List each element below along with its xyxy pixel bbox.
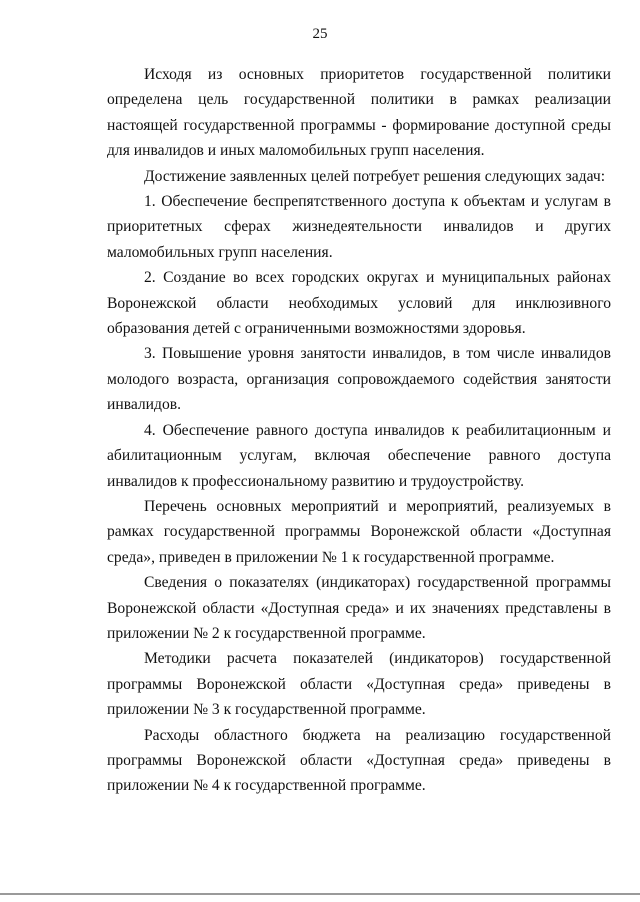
paragraph-tasks-intro: Достижение заявленных целей потребует решения следующих задач: (144, 167, 606, 185)
page-number: 25 (312, 26, 328, 42)
paragraph-task-2: 2. Создание во всех городских округах и муниципальных районах Воронежской области необходимых условий для инклюзивного образования детей с ограниченными возможностями здоровья. (107, 269, 611, 338)
document-body (107, 62, 611, 799)
paragraph-goal: Исходя из основных приоритетов государственной политики определена цель государственной политики в рамках реализации настоящей государственной программы - формирование доступной среды для инвалидов и иных маломобильных групп населения. (107, 66, 611, 160)
scan-edge-line (0, 893, 640, 895)
paragraph-appendix-4: Расходы областного бюджета на реализацию государственной программы Воронежской области «Доступная среда» приведены в приложении № 4 к государственной программе. (107, 726, 611, 795)
paragraph-task-3: 3. Повышение уровня занятости инвалидов, в том числе инвалидов молодого возраста, организация сопровождаемого содействия занятости инвалидов. (107, 345, 611, 414)
paragraph-appendix-1: Перечень основных мероприятий и мероприятий, реализуемых в рамках государственной программы Воронежской области «Доступная среда», приведен в приложении № 1 к государственной программе. (107, 497, 611, 566)
paragraph-task-1: 1. Обеспечение беспрепятственного доступа к объектам и услугам в приоритетных сферах жизнедеятельности инвалидов и других маломобильных групп населения. (107, 193, 611, 261)
paragraph-appendix-2: Сведения о показателях (индикаторах) государственной программы Воронежской области «Доступная среда» и их значениях представлены в приложении № 2 к государственной программе. (107, 574, 611, 642)
paragraph-appendix-3: Методики расчета показателей (индикаторов) государственной программы Воронежской области «Доступная среда» приведены в приложении № 3 к государственной программе. (107, 650, 611, 719)
paragraph-task-4: 4. Обеспечение равного доступа инвалидов к реабилитационным и абилитационным услугам, включая обеспечение равного доступа инвалидов к профессиональному развитию и трудоустройству. (107, 421, 611, 490)
